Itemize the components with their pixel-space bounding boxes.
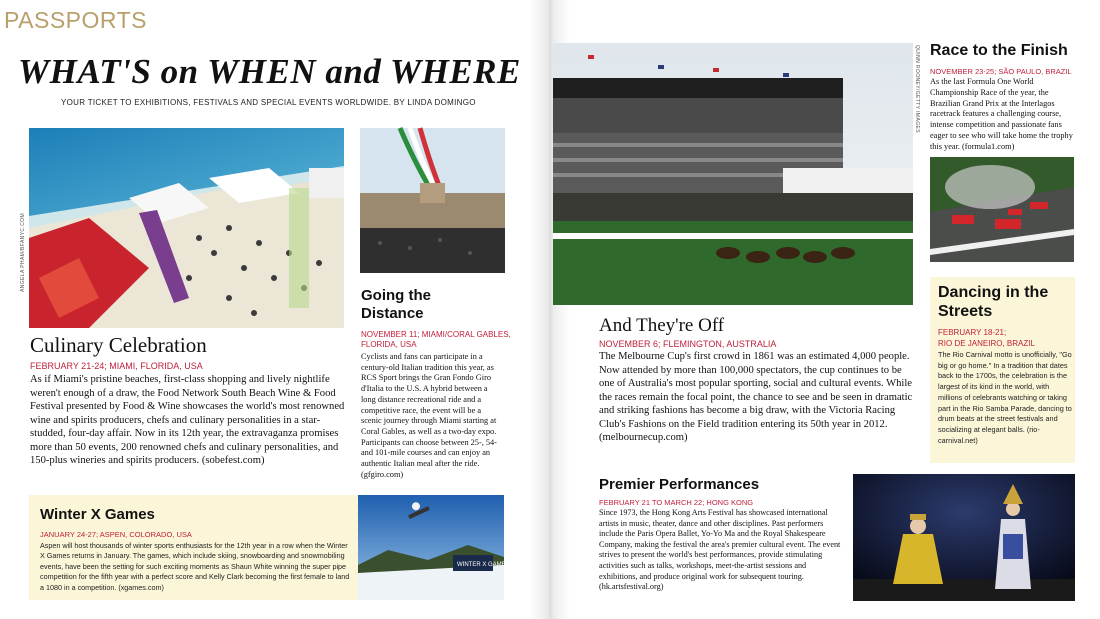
section-label: PASSPORTS xyxy=(4,7,147,33)
culinary-title: Culinary Celebration xyxy=(30,333,207,357)
winterx-banner-text: WINTER X GAMES xyxy=(457,562,510,568)
hong-kong-performance-photo xyxy=(853,474,1075,601)
dancing-title-line1: Dancing in the xyxy=(938,284,1049,301)
miami-festival-photo xyxy=(29,128,344,328)
culinary-body: As if Miami's pristine beaches, first-class shopping and lively nightlife weren't enough of a draw, the Food Network South Beach Wine & Food Festival presented by Food & Wine showcases the world's most renowned wine and spirits producers, chefs and culinary personalities in a star-studded, four-day affair. Now in its 12th year, the extravaganza promises more than 50 events, 200 renowned chefs and culinary personalities, and 150-plus wineries and spirits producers. (sobefest.com) xyxy=(30,374,345,466)
race-body: As the last Formula One World Championship Race of the year, the Brazilian Grand Prix at the Interlagos racetrack features a challenging course, intense competition and passionate fans eager to see who will take home the trophy this year. (formula1.com) xyxy=(930,77,1073,151)
theyreoff-title: And They're Off xyxy=(599,315,725,336)
dancing-date-line1: FEBRUARY 18-21; xyxy=(938,328,1007,337)
premier-body: Since 1973, the Hong Kong Arts Festival has showcased international artists in music, theater, dance and other disciplines. Past performers include the Paris Opera Ballet, Yo-Yo Ma and the Royal Shakespeare Company, making the festival the area's premier cultural event. The event strives to present the world's best performances, provide stimulating activities such as talks, workshops, meet-the-artist sessions and exhibitions, and produce original work for subsequent touring. (hk.artsfestival.org) xyxy=(599,508,841,592)
culinary-date: FEBRUARY 21-24; MIAMI, FLORIDA, USA xyxy=(30,361,203,371)
winterx-photo xyxy=(358,495,510,600)
race-date: NOVEMBER 23-25; SÃO PAULO, BRAZIL xyxy=(930,67,1072,76)
theyreoff-body: The Melbourne Cup's first crowd in 1861 was an estimated 4,000 people. Now attended by more than 100,000 spectators, the cup continues to be one of Australia's most popular sporting, social and cultural events. While the races remain the focal point, the chance to see and be seen in dramatic and striking fashions has become a big draw, with the Victoria Racing Club's Fashions on the Field tradition entering its 50th year in 2012. (melbournecup.com) xyxy=(599,351,913,443)
photo-credit-left: ANGELA PHAM/BFANYC.COM xyxy=(20,212,26,292)
winterx-title: Winter X Games xyxy=(40,506,155,523)
theyreoff-date: NOVEMBER 6; FLEMINGTON, AUSTRALIA xyxy=(599,339,777,349)
melbourne-cup-photo xyxy=(553,43,913,305)
dancing-title xyxy=(938,283,1048,321)
race-title: Race to the Finish xyxy=(930,42,1068,59)
dancing-body: The Rio Carnival motto is unofficially, "Go big or go home." In a tradition that dates back to the 1700s, the celebration is the largest of its kind in the world, with millions of celebrants watching or taking part in the Rio Samba Parade, dancing to drum beats at the street festivals and socializing at elegant balls. (rio-carnival.net) xyxy=(938,350,1072,445)
winterx-body: Aspen will host thousands of winter sports enthusiasts for the 12th year in a row when the Winter X Games returns in January. The games, which include skiing, snowboarding and snowmobiling events, have been the setting for such exciting moments as Shaun White winning the super pipe competition for the fifth year with a perfect score and Kelly Clark becoming the first female to land a 1080 in a competition. (xgames.com) xyxy=(40,541,350,592)
grand-prix-photo xyxy=(930,157,1074,262)
photo-credit-right: QUINN ROONEY/GETTY IMAGES xyxy=(914,45,920,133)
intro-line: YOUR TICKET TO EXHIBITIONS, FESTIVALS AND SPECIAL EVENTS WORLDWIDE. BY LINDA DOMINGO xyxy=(61,98,476,107)
premier-title: Premier Performances xyxy=(599,476,760,493)
dancing-date-line2: RIO DE JANEIRO, BRAZIL xyxy=(938,339,1035,348)
dancing-title-line2: Streets xyxy=(938,303,993,320)
dancing-date xyxy=(938,327,1035,349)
premier-date: FEBRUARY 21 TO MARCH 22; HONG KONG xyxy=(599,498,754,507)
distance-title-line2: Distance xyxy=(361,305,424,322)
winterx-date: JANUARY 24-27; ASPEN, COLORADO, USA xyxy=(40,530,192,539)
page-title: WHAT'S on WHEN and WHERE xyxy=(18,52,521,91)
distance-title xyxy=(361,287,431,323)
distance-date: NOVEMBER 11; MIAMI/CORAL GABLES, FLORIDA, USA xyxy=(361,330,511,349)
distance-title-line1: Going the xyxy=(361,287,431,304)
giro-circle-photo xyxy=(360,128,505,273)
distance-body: Cyclists and fans can participate in a century-old Italian tradition this year, as RCS Sport brings the Gran Fondo Giro d'Italia to the U.S. A hybrid between a long distance recreational ride and a competitive race, the event will be a scenic journey through Miami starting at Coral Gables, as well as a two-day expo. Participants can choose between 25-, 54- and 101-mile courses and can enjoy an authentic Italian meal after the ride. (gfgiro.com) xyxy=(361,352,497,479)
